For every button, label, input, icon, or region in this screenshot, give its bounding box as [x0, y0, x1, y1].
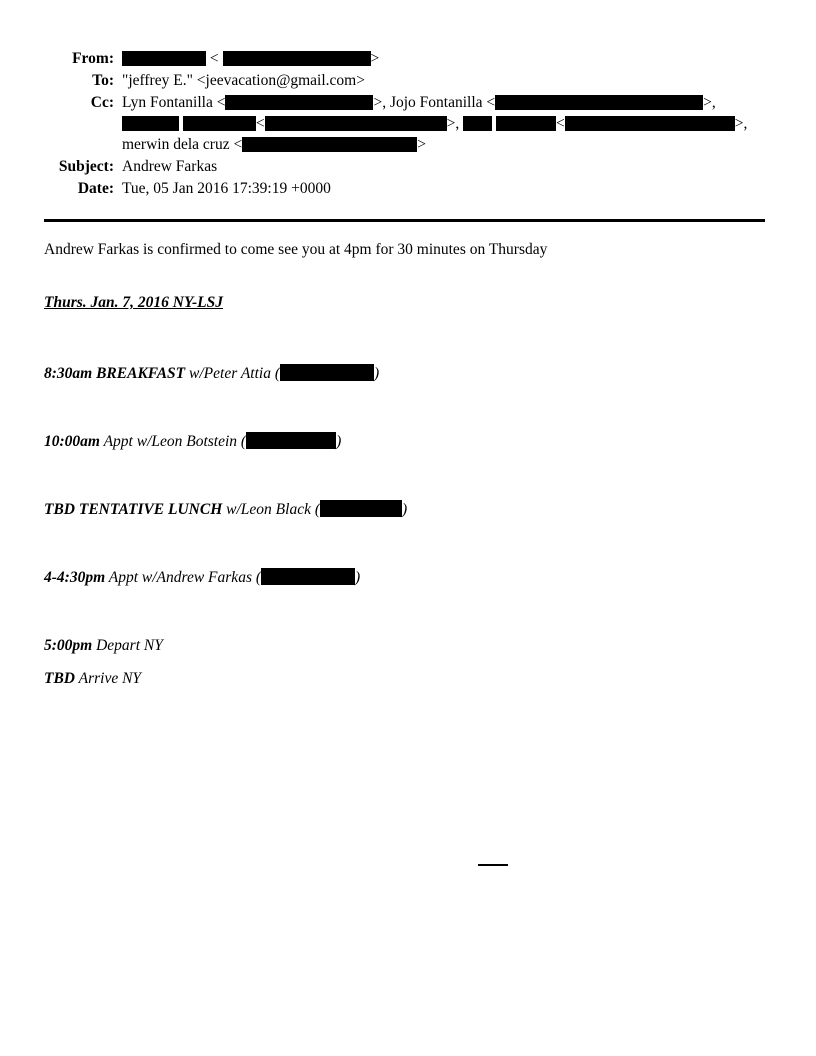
redaction-bar — [225, 95, 373, 110]
subject-value: Andrew Farkas — [122, 158, 218, 175]
cc-name-2: Jojo Fontanilla — [389, 94, 483, 111]
redaction-bar — [261, 568, 355, 585]
entry-detail: Depart NY — [96, 637, 163, 654]
footer-mark — [478, 864, 508, 866]
entry-detail: Arrive NY — [78, 670, 142, 687]
cc-name-1: Lyn Fontanilla — [122, 94, 213, 111]
to-recipient: "jeffrey E." <jeevacation@gmail.com> — [122, 72, 365, 89]
redaction-bar — [242, 137, 417, 152]
day-title: Thurs. Jan. 7, 2016 NY-LSJ — [44, 294, 224, 311]
entry-label: TENTATIVE LUNCH — [78, 501, 223, 518]
redaction-bar — [122, 51, 206, 66]
email-body — [44, 239, 774, 689]
header-row-from — [44, 48, 772, 69]
schedule-entry — [44, 363, 774, 384]
redaction-bar — [265, 116, 447, 131]
cc-line-2: < >, < >, — [122, 113, 772, 134]
from-value — [122, 48, 772, 69]
entry-time: 10:00am — [44, 433, 100, 450]
to-label: To: — [92, 72, 114, 89]
intro-paragraph: Andrew Farkas is confirmed to come see you at 4pm for 30 minutes on Thursday — [44, 241, 548, 258]
entry-time: 8:30am — [44, 365, 93, 382]
email-header — [44, 48, 772, 200]
header-row-cc — [44, 92, 772, 155]
header-divider — [44, 219, 765, 222]
date-value: Tue, 05 Jan 2016 17:39:19 +0000 — [122, 180, 331, 197]
entry-time: TBD — [44, 670, 75, 687]
from-label: From: — [72, 50, 114, 67]
redaction-bar — [320, 500, 402, 517]
redaction-bar — [223, 51, 371, 66]
redaction-bar — [565, 116, 735, 131]
schedule-entry — [44, 668, 774, 689]
date-label: Date: — [77, 180, 114, 197]
cc-line-1: Lyn Fontanilla < >, Jojo Fontanilla < >, — [122, 94, 716, 111]
subject-label: Subject: — [58, 158, 114, 175]
cc-value — [122, 92, 772, 155]
schedule-entry — [44, 635, 774, 656]
entry-detail: Appt w/Leon Botstein ( — [103, 433, 247, 450]
entry-detail: w/Leon Black ( — [226, 501, 320, 518]
entry-detail-end: ) — [374, 365, 380, 382]
to-value — [122, 70, 772, 91]
from-angle-open: < — [206, 50, 223, 67]
redaction-bar — [495, 95, 703, 110]
entry-time: 5:00pm — [44, 637, 93, 654]
header-row-date — [44, 178, 772, 199]
entry-detail-end: ) — [402, 501, 408, 518]
entry-label: BREAKFAST — [96, 365, 186, 382]
redaction-bar — [246, 432, 336, 449]
redaction-bar — [280, 364, 374, 381]
redaction-bar — [463, 116, 492, 131]
schedule-entry — [44, 431, 774, 452]
from-angle-close: > — [370, 50, 380, 67]
cc-name-3: merwin dela cruz — [122, 136, 230, 153]
schedule-entry — [44, 567, 774, 588]
redaction-bar — [122, 116, 179, 131]
entry-time: TBD — [44, 501, 75, 518]
cc-label: Cc: — [90, 94, 114, 111]
entry-time: 4-4:30pm — [44, 569, 106, 586]
entry-detail-end: ) — [355, 569, 361, 586]
entry-detail-end: ) — [336, 433, 342, 450]
cc-line-3: merwin dela cruz < > — [122, 136, 426, 153]
header-row-subject — [44, 156, 772, 177]
redaction-bar — [183, 116, 256, 131]
entry-detail: Appt w/Andrew Farkas ( — [108, 569, 262, 586]
schedule-entry — [44, 499, 774, 520]
redaction-bar — [496, 116, 556, 131]
entry-detail: w/Peter Attia ( — [189, 365, 280, 382]
header-row-to — [44, 70, 772, 91]
